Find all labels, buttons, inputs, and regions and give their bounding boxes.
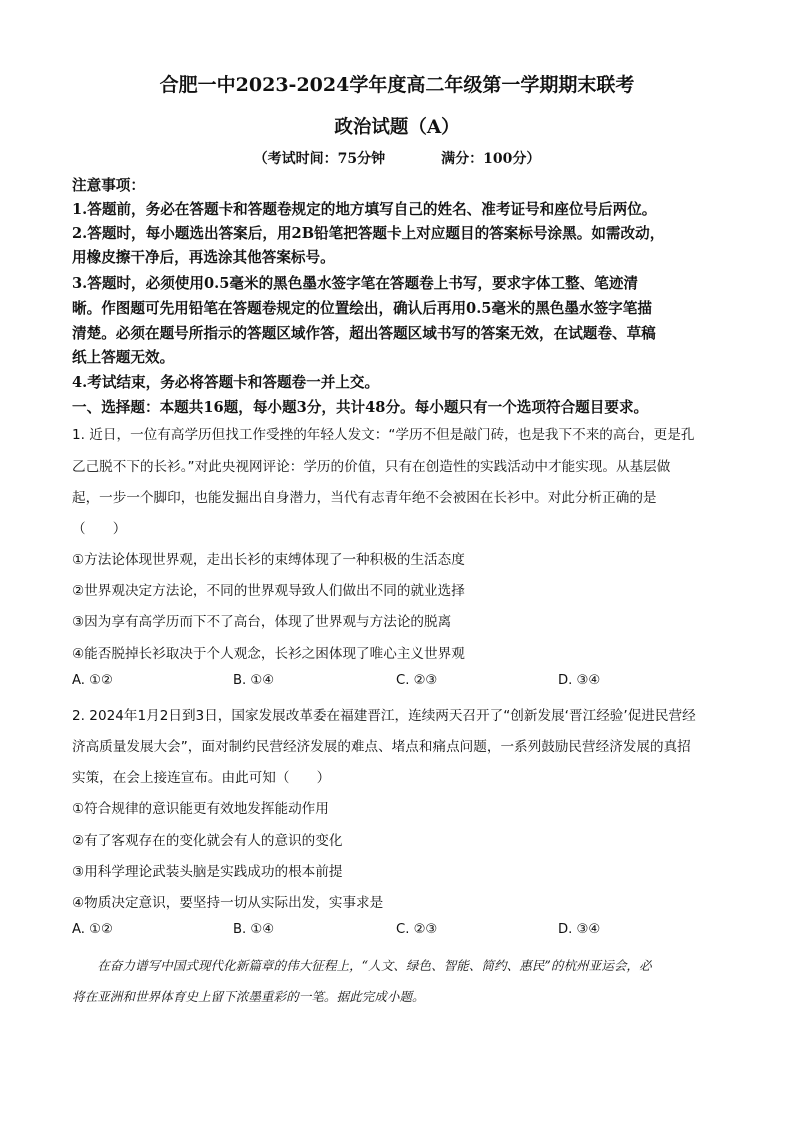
question-1-option-a: A. ①② [72, 673, 113, 688]
question-1-item: ③因为享有高学历而下不了高台，体现了世界观与方法论的脱离 [72, 614, 452, 630]
material-text: 在奋力谱写中国式现代化新篇章的伟大征程上，“人文、绿色、智能、简约、惠民”的杭州亚运会，必 [72, 958, 652, 973]
question-1-text: 乙己脱不下的长衫。”对此央视网评论：学历的价值，只有在创造性的实践活动中才能实现。从基层做 [72, 459, 671, 475]
note-line: 纸上答题无效。 [72, 349, 175, 366]
material-text: 将在亚洲和世界体育史上留下浓墨重彩的一笔。据此完成小题。 [72, 989, 425, 1004]
question-1-item: ①方法论体现世界观，走出长衫的束缚体现了一种积极的生活态度 [72, 552, 465, 568]
question-2-option-b: B. ①④ [233, 922, 275, 937]
question-1-text: 1. 近日，一位有高学历但找工作受挫的年轻人发文：“学历不但是敲门砖，也是我下不来的高台，更是孔 [72, 427, 695, 443]
note-line: 1.答题前，务必在答题卡和答题卷规定的地方填写自己的姓名、准考证号和座位号后两位。 [72, 201, 657, 218]
question-2-item: ④物质决定意识，要坚持一切从实际出发，实事求是 [72, 895, 384, 911]
exam-info: （考试时间：75分钟 满分：100分） [253, 151, 541, 167]
question-2-text: 2. 2024年1月2日到3日，国家发展改革委在福建晋江，连续两天召开了“创新发展‘晋江经验’促进民营经 [72, 708, 696, 724]
question-2-item: ③用科学理论武装头脑是实践成功的根本前提 [72, 864, 343, 880]
note-line: 清楚。必须在题号所指示的答题区域作答，超出答题区域书写的答案无效，在试题卷、草稿 [72, 325, 656, 342]
question-2-item: ②有了客观存在的变化就会有人的意识的变化 [72, 833, 343, 849]
exam-title: 合肥一中2023-2024学年度高二年级第一学期期末联考 [159, 74, 635, 96]
question-2-option-c: C. ②③ [396, 922, 438, 937]
question-1-option-c: C. ②③ [396, 673, 438, 688]
question-1-option-b: B. ①④ [233, 673, 275, 688]
notes-heading: 注意事项： [72, 177, 145, 194]
note-line: 4.考试结束，务必将答题卡和答题卷一并上交。 [72, 374, 380, 391]
exam-subtitle: 政治试题（A） [334, 117, 460, 138]
question-1-option-d: D. ③④ [558, 673, 601, 688]
question-1-blank: （ ） [72, 521, 127, 537]
question-1-text: 起，一步一个脚印，也能发掘出自身潜力，当代有志青年绝不会被困在长衫中。对此分析正确的是 [72, 490, 657, 506]
note-line: 3.答题时，必须使用0.5毫米的黑色墨水签字笔在答题卷上书写，要求字体工整、笔迹清 [72, 275, 639, 292]
question-1-item: ④能否脱掉长衫取决于个人观念，长衫之困体现了唯心主义世界观 [72, 646, 465, 662]
note-line: 2.答题时，每小题选出答案后，用2B铅笔把答题卡上对应题目的答案标号涂黑。如需改动， [72, 225, 665, 242]
question-2-text: 济高质量发展大会”，面对制约民营经济发展的难点、堵点和痛点问题，一系列鼓励民营经济发展的真招 [72, 739, 691, 755]
question-2-option-d: D. ③④ [558, 922, 601, 937]
question-2-option-a: A. ①② [72, 922, 113, 937]
question-2-item: ①符合规律的意识能更有效地发挥能动作用 [72, 801, 329, 817]
question-2-text: 实策，在会上接连宣布。由此可知（ ） [72, 770, 331, 786]
note-line: 晰。作图题可先用铅笔在答题卷规定的位置绘出，确认后再用0.5毫米的黑色墨水签字笔描 [72, 300, 652, 317]
note-line: 用橡皮擦干净后，再选涂其他答案标号。 [72, 249, 335, 266]
section-heading: 一、选择题：本题共16题，每小题3分，共计48分。每小题只有一个选项符合题目要求。 [72, 399, 649, 416]
question-1-item: ②世界观决定方法论，不同的世界观导致人们做出不同的就业选择 [72, 583, 465, 599]
